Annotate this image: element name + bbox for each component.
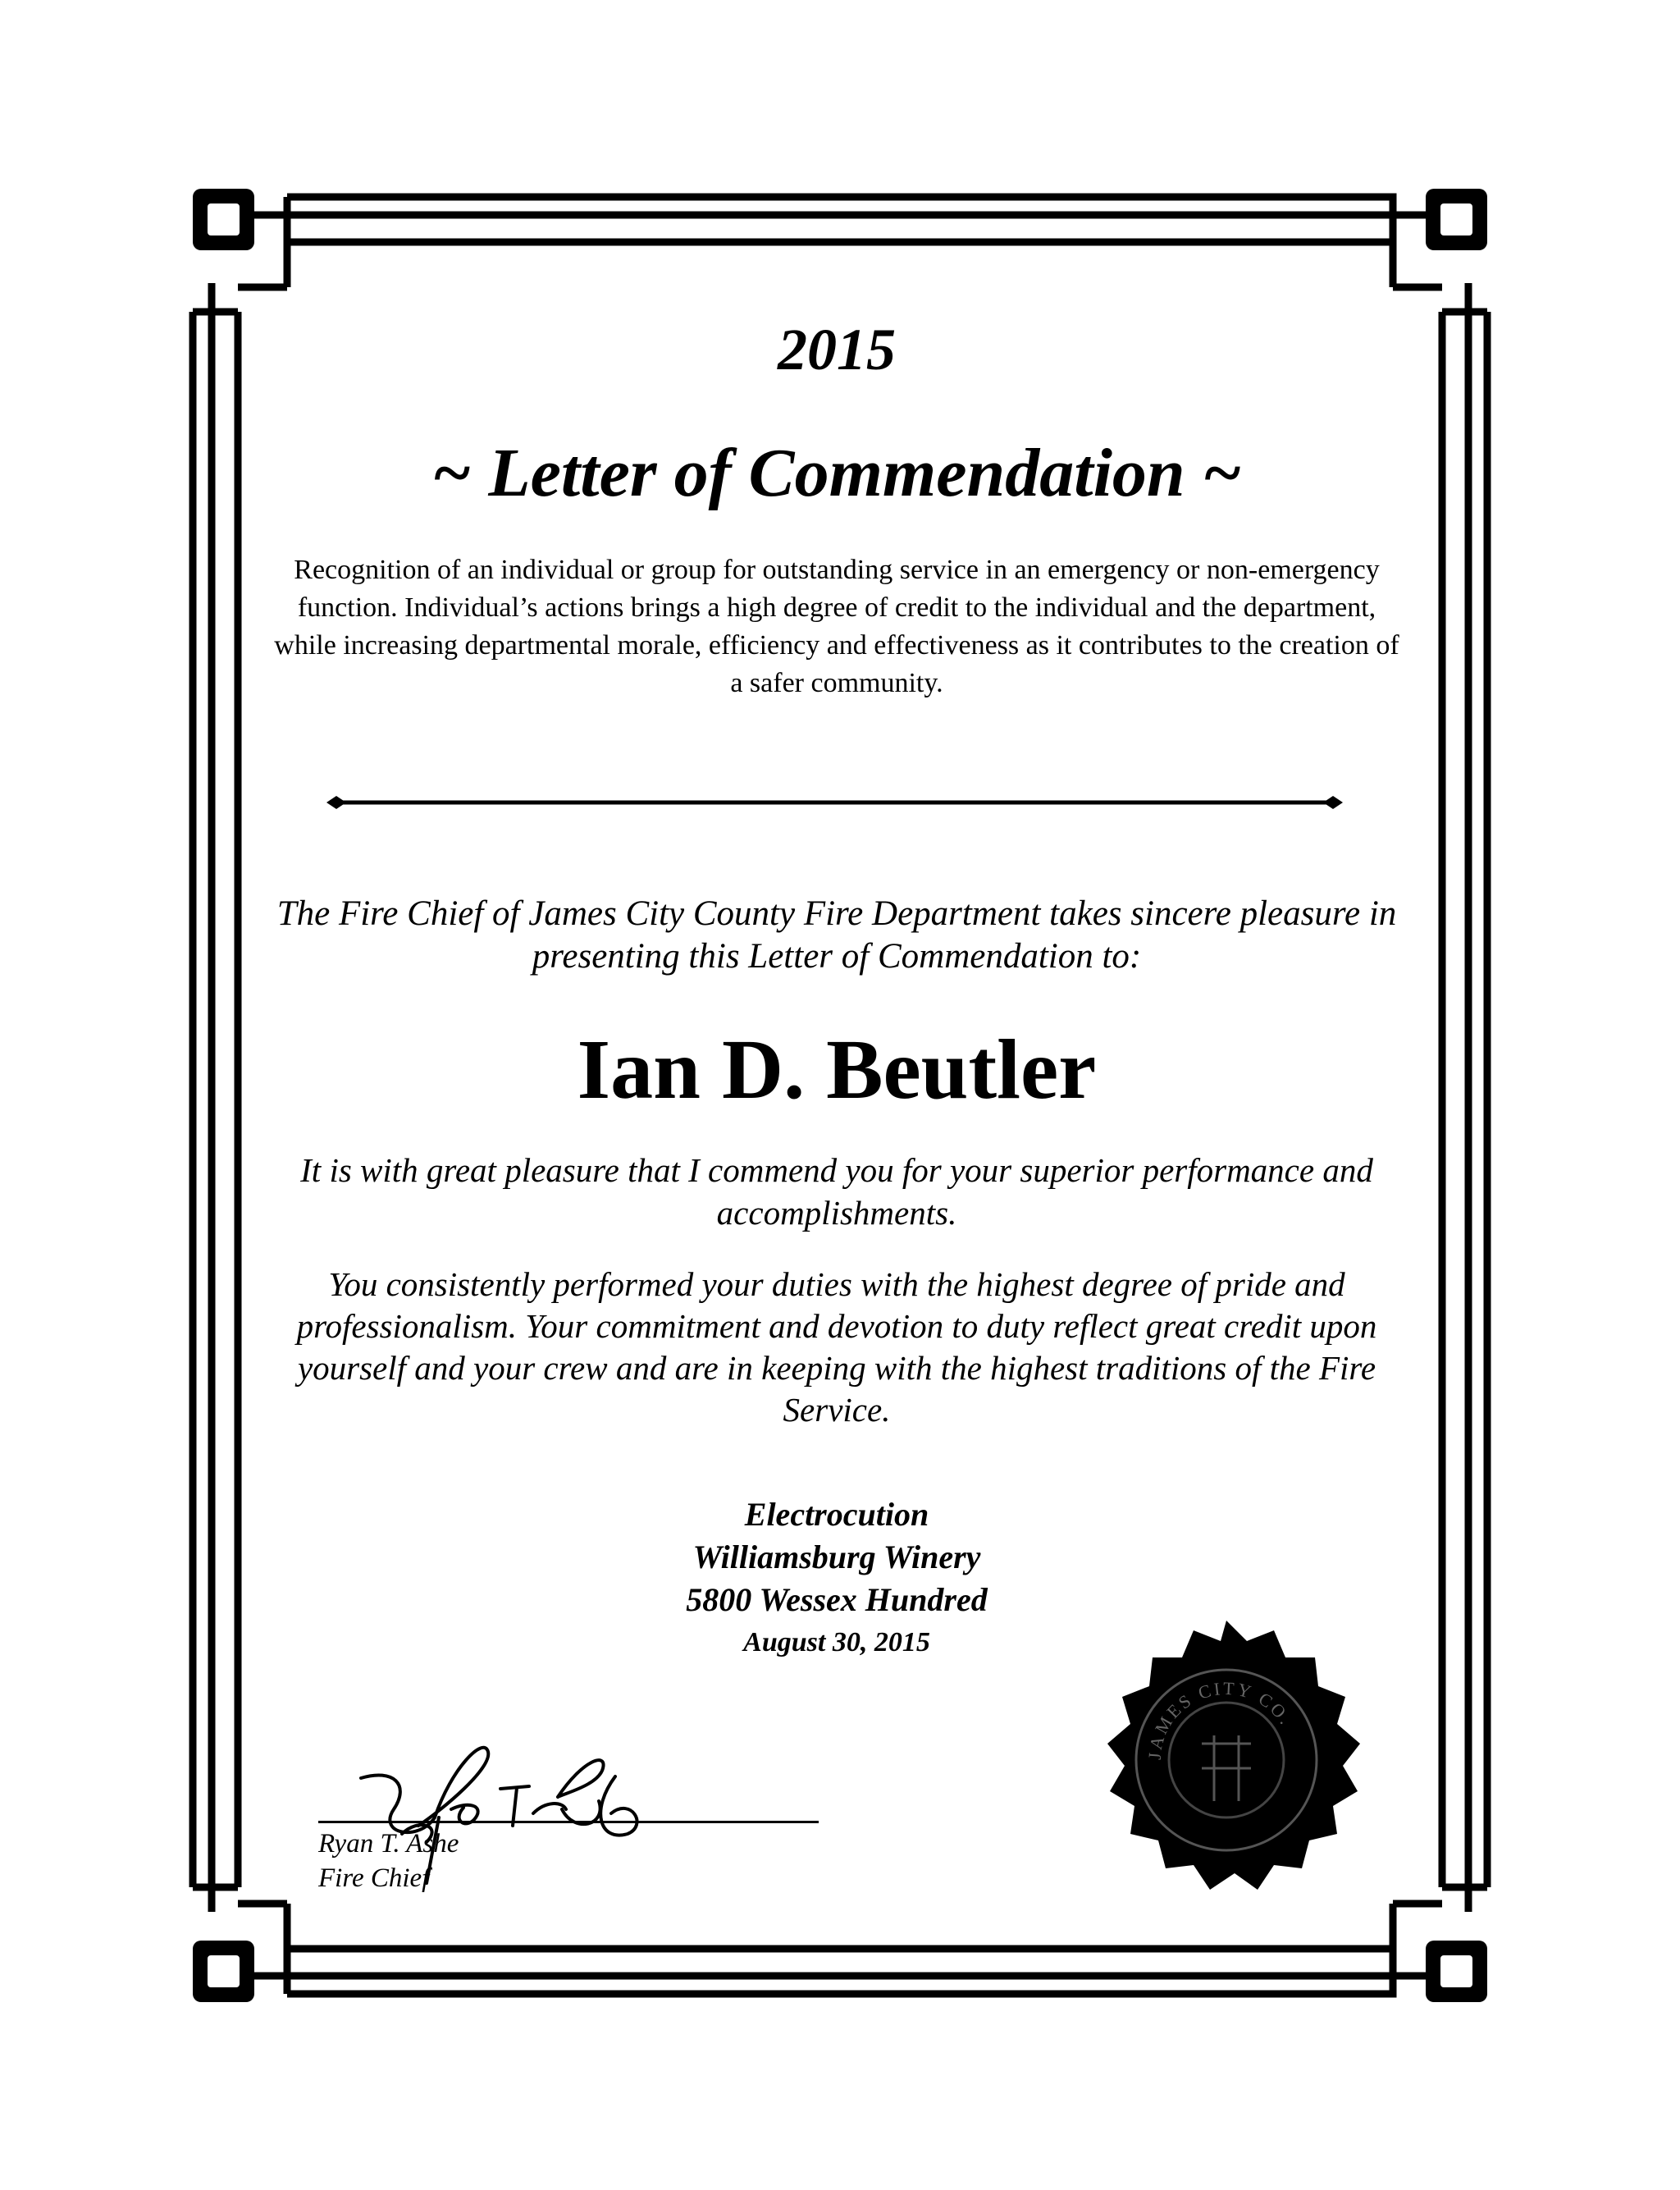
presentation-statement: The Fire Chief of James City County Fire Department takes sincere pleasure in presenting this Letter of Commendation to:: [276, 894, 1397, 976]
incident-date: August 30, 2015: [743, 1627, 930, 1657]
divider-rule: [326, 796, 1343, 809]
incident-address: 5800 Wessex Hundred: [686, 1581, 988, 1618]
performance-text: You consistently performed your duties with the highest degree of pride and professionalism. Your commitment and devotion to duty reflect great credit upon yourself and your crew and are in keeping with the highest traditions of the Fire Service.: [296, 1265, 1377, 1429]
certificate-year: 2015: [778, 317, 896, 382]
official-seal-graphic: [1079, 1612, 1374, 1916]
recipient-name: Ian D. Beutler: [577, 1022, 1097, 1117]
signature-line: [318, 1821, 819, 1823]
commendation-text: It is with great pleasure that I commend you for your superior performance and accomplishments.: [300, 1151, 1373, 1232]
certificate-description: Recognition of an individual or group for outstanding service in an emergency or non-emergency function. Individual’s actions brings a high degree of credit to the individual and the department, while increasing departmental morale, efficiency and effectiveness as it contributes to the creation of a safer community.: [274, 555, 1399, 698]
signer-name: Ryan T. Ashe: [318, 1829, 459, 1859]
incident-location: Williamsburg Winery: [692, 1538, 981, 1575]
certificate-title: ~ Letter of Commendation ~: [431, 435, 1242, 511]
incident-type: Electrocution: [744, 1496, 929, 1533]
seal-text: JAMES CITY CO.: [1144, 1677, 1298, 1761]
signer-block: [318, 1827, 459, 1895]
signer-title: Fire Chief: [318, 1863, 430, 1893]
